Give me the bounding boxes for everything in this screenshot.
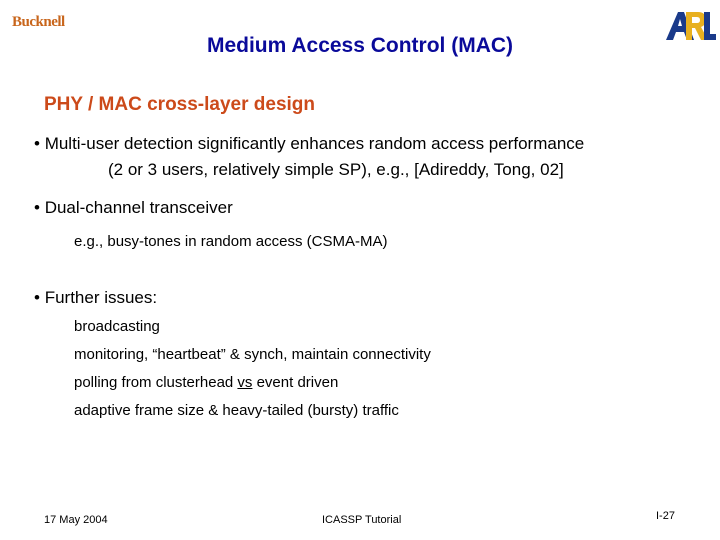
- bullet-item: [34, 288, 157, 308]
- bullet-item: [34, 134, 584, 154]
- bullet-marker: •: [34, 288, 40, 307]
- bullet-text: Multi-user detection significantly enhances random access performance: [44, 134, 585, 153]
- footer-date: 17 May 2004: [44, 514, 108, 526]
- bullet-text: Dual-channel transceiver: [44, 198, 233, 217]
- sub-item: e.g., busy-tones in random access (CSMA-MA): [74, 233, 388, 250]
- bullet-marker: •: [34, 134, 40, 153]
- section-heading: PHY / MAC cross-layer design: [44, 94, 316, 115]
- bullet-text: Further issues:: [44, 288, 158, 307]
- page-number: I-27: [656, 510, 675, 522]
- slide-title: Medium Access Control (MAC): [206, 34, 514, 57]
- sub-item: broadcasting: [74, 318, 160, 335]
- sub-item: monitoring, “heartbeat” & synch, maintain connectivity: [74, 346, 431, 363]
- footer-title: ICASSP Tutorial: [322, 514, 402, 526]
- underlined-vs: vs: [237, 374, 253, 391]
- sub-item-text: polling from clusterhead: [74, 374, 238, 391]
- bullet-continuation: (2 or 3 users, relatively simple SP), e.g., [Adireddy, Tong, 02]: [108, 160, 564, 179]
- sub-item-text: event driven: [252, 374, 339, 391]
- bullet-marker: •: [34, 198, 40, 217]
- sub-item: [74, 374, 338, 391]
- sub-item: adaptive frame size & heavy-tailed (bursty) traffic: [74, 402, 399, 419]
- bucknell-logo: Bucknell: [12, 14, 65, 30]
- bullet-item: [34, 198, 233, 218]
